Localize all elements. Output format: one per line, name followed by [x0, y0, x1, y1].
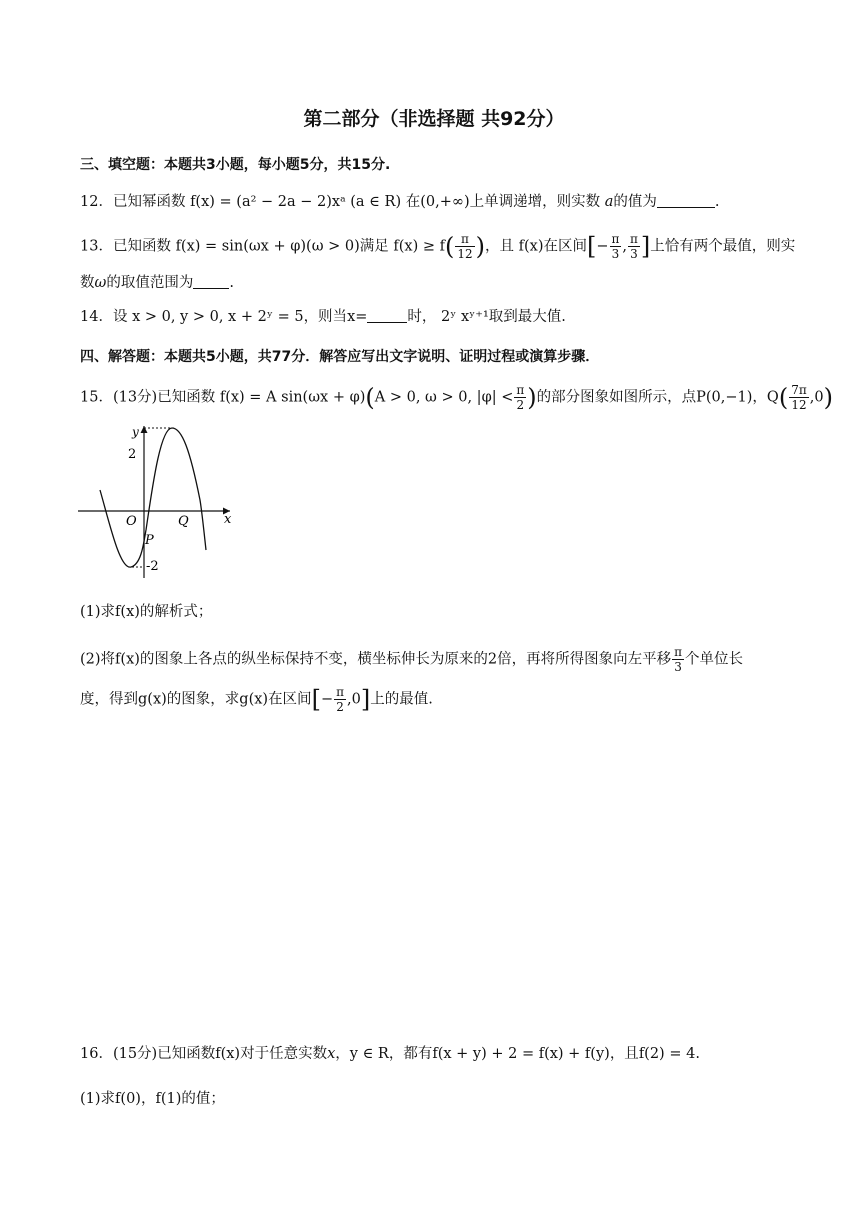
q-label: Q — [178, 514, 189, 529]
q16-equation: f(x + y) + 2 = f(x) + f(y) — [432, 1046, 610, 1062]
question-16 — [80, 1042, 700, 1063]
q15-part2-fraction — [672, 645, 684, 674]
q15-part1-a: (1)求 — [80, 604, 116, 620]
q15-part2-f: f(x) — [115, 651, 140, 668]
q15-part2-in-den: 2 — [336, 700, 344, 714]
q16-yr: y ∈ R — [349, 1046, 389, 1062]
q15-part2-a: (2)将 — [80, 651, 116, 668]
q14-expression-2: 2ʸ xʸ⁺¹ — [441, 309, 489, 325]
q15-part2-interval — [334, 685, 346, 714]
q12-number: 12．已知幂函数 — [80, 194, 186, 210]
q13-ir-num: π — [630, 232, 638, 246]
q16-part1-b: 的值； — [181, 1091, 225, 1107]
q14-b: ，则当 — [303, 309, 348, 325]
tick-minus-2: -2 — [146, 559, 159, 574]
q13-frac-den: 12 — [457, 247, 473, 261]
question-13-line-2 — [80, 271, 234, 292]
q15-q-tail: ,0 — [809, 389, 824, 406]
q12-variable: a — [604, 194, 614, 210]
page-title: 第二部分（非选择题 共92分） — [303, 108, 565, 130]
q14-c: 时， — [407, 309, 437, 325]
q15-part-1 — [80, 600, 212, 621]
q13-il-num: π — [611, 232, 620, 246]
q15-part2-b: 的图象上各点的纵坐标保持不变，横坐标伸长为原来的2倍，再将所得图象向左平移 — [139, 651, 672, 668]
q16-f: f(x) — [215, 1046, 241, 1062]
q15-q-num: 7π — [791, 383, 807, 397]
q12-middle-text: 在(0,+∞)上单调递增，则实数 — [405, 194, 601, 210]
q13-middle-3: 在区间 — [543, 238, 587, 255]
section-solutions-header: 四、解答题：本题共5小题，共77分．解答应写出文字说明、证明过程或演算步骤． — [80, 349, 600, 365]
q15-part2-e: 的图象，求 — [166, 691, 240, 708]
q14-xeq: x= — [347, 309, 368, 325]
q13-number: 13．已知函数 — [80, 238, 171, 255]
q15-condition: A > 0, ω > 0, |φ| < — [374, 389, 514, 406]
q13-fraction — [455, 232, 474, 261]
q14-expression: x > 0, y > 0, x + 2ʸ = 5 — [132, 309, 304, 325]
q13-ir-den: 3 — [630, 247, 638, 261]
q16-end: . — [695, 1046, 700, 1062]
q16-a: 对于任意实数 — [240, 1046, 328, 1062]
q15-middle: 的部分图象如图所示，点 — [536, 389, 697, 406]
q15-part2-g2: g(x) — [239, 691, 269, 708]
q15-part2-in-num: π — [336, 685, 344, 699]
q15-part1-b: 的解析式； — [139, 604, 213, 620]
q15-part2-c: 个单位长 — [685, 651, 744, 668]
q16-part-1 — [80, 1087, 225, 1108]
q13-line2-b: 的取值范围为 — [106, 275, 194, 291]
q16-x: x — [327, 1046, 336, 1062]
q15-part1-f: f(x) — [115, 604, 140, 620]
q13-expression-3: f(x) — [518, 238, 544, 255]
q15-number: 15．(13分)已知函数 — [80, 389, 216, 406]
q13-middle-2: ，且 — [485, 238, 515, 255]
q16-c: ，都有 — [388, 1046, 433, 1062]
q13-expression-1: f(x) = sin(ωx + φ)(ω > 0) — [175, 238, 360, 255]
q15-q-den: 12 — [791, 398, 807, 412]
q16-part1-f1: f(1) — [155, 1091, 182, 1107]
question-13-line-1: 13．已知函数 f(x) = sin(ωx + φ)(ω > 0)满足 f(x) ≥ f( $\frac{\pi}{12}$ )，且 f(x)在区间[− $\frac{\pi}{3}$ , $\frac{\pi}{3}$ ]上恰有两个最值，则实 — [80, 232, 796, 261]
q15-part2-num: π — [674, 645, 683, 659]
q15-point-q: Q — [766, 389, 779, 406]
tick-2: 2 — [128, 447, 137, 462]
q13-answer-blank[interactable] — [193, 274, 229, 289]
q16-b: ， — [335, 1046, 350, 1062]
q15-cond-den: 2 — [516, 398, 525, 412]
q15-expression: f(x) = A sin(ωx + φ) — [219, 389, 366, 406]
q15-cond-num: π — [516, 383, 525, 397]
q15-part2-den: 3 — [674, 660, 682, 674]
q13-line2-a: 数 — [80, 275, 95, 291]
q14-number: 14．设 — [80, 309, 128, 325]
q15-q-fraction — [789, 383, 809, 412]
q15-sep: ， — [752, 389, 767, 406]
q15-point-p: P(0,−1) — [696, 389, 753, 406]
q16-part1-a: (1)求 — [80, 1091, 116, 1107]
q16-equation-2: f(2) = 4 — [638, 1046, 696, 1062]
q14-answer-blank[interactable] — [367, 308, 407, 323]
origin-label: O — [126, 514, 137, 529]
q13-end: . — [229, 275, 234, 291]
q15-part-2-line-2: 度，得到g(x)的图象，求g(x)在区间[− $\frac{\pi}{2}$ ,0]上的最值. — [80, 685, 433, 714]
q15-part2-d2: 度，得到 — [80, 691, 138, 708]
q12-end: . — [714, 194, 720, 210]
q13-frac-num: π — [455, 232, 474, 247]
question-14 — [80, 305, 566, 326]
question-15: 15．(13分)已知函数 f(x) = A sin(ωx + φ)(A > 0, ω > 0, |φ| < $\frac{\pi}{2}$ )的部分图象如图所示，点P(0,−1)，Q( $\frac{7\pi}{12}$ ,0) — [80, 383, 833, 412]
q15-part2-end: 上的最值. — [370, 691, 433, 708]
q13-interval-left — [610, 232, 622, 261]
q14-d: 取到最大值. — [488, 309, 566, 325]
q13-middle-1: 满足 — [359, 238, 389, 255]
q12-tail: 的值为 — [613, 194, 657, 210]
q13-interval-right — [628, 232, 640, 261]
y-axis-label: y — [132, 425, 139, 439]
q12-expression: f(x) = (a² − 2a − 2)xᵃ (a ∈ R) — [190, 194, 402, 210]
x-axis-label: x — [224, 512, 232, 527]
q15-part-2-line-1 — [80, 645, 743, 674]
q16-number: 16．(15分)已知函数 — [80, 1046, 216, 1062]
q15-part2-f2: 在区间 — [268, 691, 312, 708]
q13-omega: ω — [94, 275, 107, 291]
q16-part1-f0: f(0) — [115, 1091, 141, 1107]
sine-graph — [76, 420, 236, 580]
q13-il-den: 3 — [611, 247, 620, 261]
section-fill-in-header: 三、填空题：本题共3小题，每小题5分，共15分. — [80, 157, 391, 173]
p-label: P — [145, 533, 154, 548]
q13-expression-2: f(x) ≥ f — [393, 238, 445, 255]
q12-answer-blank[interactable] — [657, 193, 715, 208]
q16-d: ，且 — [609, 1046, 639, 1062]
question-12 — [80, 190, 719, 211]
q15-part2-g: g(x) — [138, 691, 167, 708]
q15-part2-in-tail: ,0 — [346, 691, 361, 708]
q16-part1-sep: ， — [140, 1091, 156, 1107]
q13-tail: 上恰有两个最值，则实 — [650, 238, 796, 255]
q15-cond-fraction — [514, 383, 526, 412]
